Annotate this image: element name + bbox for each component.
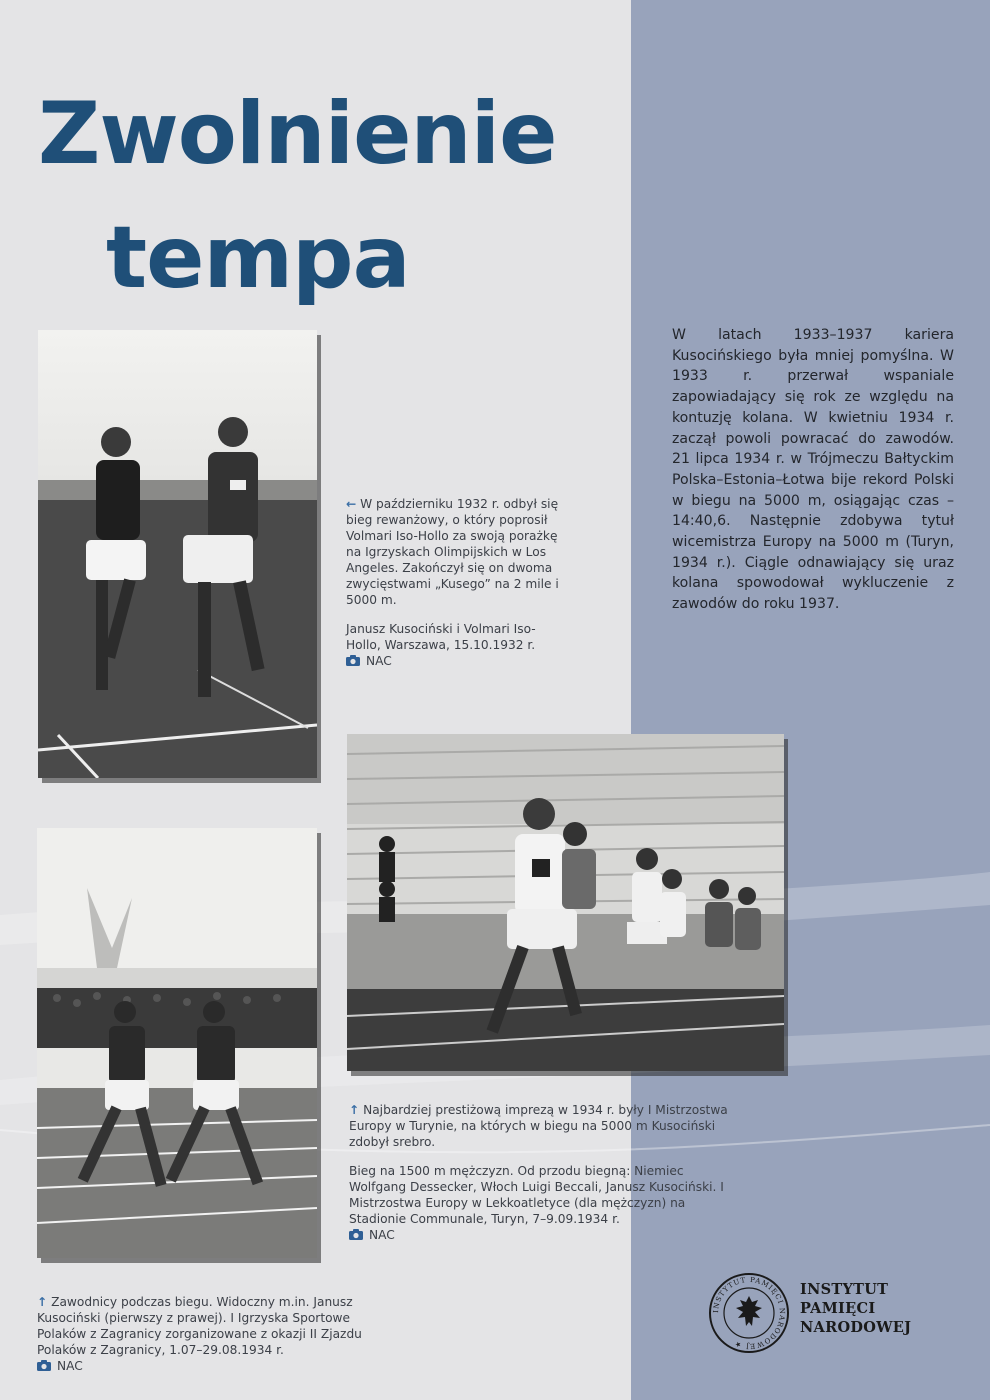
photo3-caption — [37, 1294, 397, 1374]
photo-kusocinski-iso-hollo — [38, 330, 317, 778]
photo2-caption — [349, 1102, 729, 1243]
photo3-caption-desc: Zawodnicy podczas biegu. Widoczny m.in. Janusz Kusociński (pierwszy z prawej). I Igrzyska Sportowe Polaków z Zagranicy zorganizowane z okazji II Zjazdu Polaków z Zagranicy, 1.07–29.08.1934 r. — [37, 1295, 362, 1357]
photo1-source: NAC — [366, 654, 392, 668]
photo2-caption-desc: Bieg na 1500 m mężczyzn. Od przodu biegną: Niemiec Wolfgang Dessecker, Włoch Luigi Beccali, Janusz Kusociński. I Mistrzostwa Europy w Lekkoatletyce (dla mężczyzn) na Stadionie Communale, Turyn, 7–9.09.1934 r. — [349, 1164, 724, 1226]
title-line-1: Zwolnienie — [38, 84, 557, 184]
photo1-caption-main: W październiku 1932 r. odbył się bieg rewanżowy, o który poprosił Volmari Iso-Hollo za swoją porażkę na Igrzyskach Olimpijskich w Los Angeles. Zakończył się on dwoma zwycięstwami „Kusego” na 2 mile i 5000 m. — [346, 497, 559, 607]
camera-icon — [349, 1229, 363, 1240]
page-title — [38, 72, 556, 320]
photo3-source: NAC — [57, 1359, 83, 1373]
title-line-2: tempa — [106, 208, 410, 308]
arrow-up-icon: ↑ — [37, 1295, 48, 1309]
logo-wordmark — [800, 1280, 911, 1337]
svg-text:INSTYTUT PAMIĘCI NARODOWEJ ★: INSTYTUT PAMIĘCI NARODOWEJ ★ — [711, 1275, 787, 1351]
arrow-left-icon: ← — [346, 497, 357, 511]
camera-icon — [346, 655, 360, 666]
arrow-up-icon: ↑ — [349, 1103, 360, 1117]
photo1-caption-desc: Janusz Kusociński i Volmari Iso-Hollo, Warszawa, 15.10.1932 r. — [346, 622, 536, 652]
logo-line-2: PAMIĘCI — [800, 1300, 876, 1317]
ipn-logo — [708, 1272, 938, 1362]
photo2-source: NAC — [369, 1228, 395, 1242]
logo-line-3: NARODOWEJ — [800, 1319, 912, 1336]
photo-european-championships-turin — [347, 734, 784, 1071]
logo-line-1: INSTYTUT — [800, 1281, 889, 1298]
body-paragraph: W latach 1933–1937 kariera Kusocińskiego była mniej pomyślna. W 1933 r. przerwał wspaniale zapowiadający się rok ze względu na kontuzję kolana. W kwietniu 1934 r. zaczął powoli powracać do zawodów. 21 lipca 1934 r. w Trójmeczu Bałtyckim Polska–Estonia–Łotwa bije rekord Polski w biegu na 5000 m, osiągając czas – 14:40,6. Następnie zdobywa tytuł wicemistrza Europy na 5000 m (Turyn, 1934 r.). Ciągle odnawiający się uraz kolana spowodował wykluczenie z zawodów do roku 1937. — [672, 327, 954, 613]
photo-polish-diaspora-games — [37, 828, 317, 1258]
photo1-caption — [346, 496, 560, 669]
camera-icon — [37, 1360, 51, 1371]
eagle-seal-icon — [708, 1272, 790, 1354]
photo2-caption-main: Najbardziej prestiżową imprezą w 1934 r. były I Mistrzostwa Europy w Turynie, na których w biegu na 5000 m Kusociński zdobył srebro. — [349, 1103, 728, 1149]
